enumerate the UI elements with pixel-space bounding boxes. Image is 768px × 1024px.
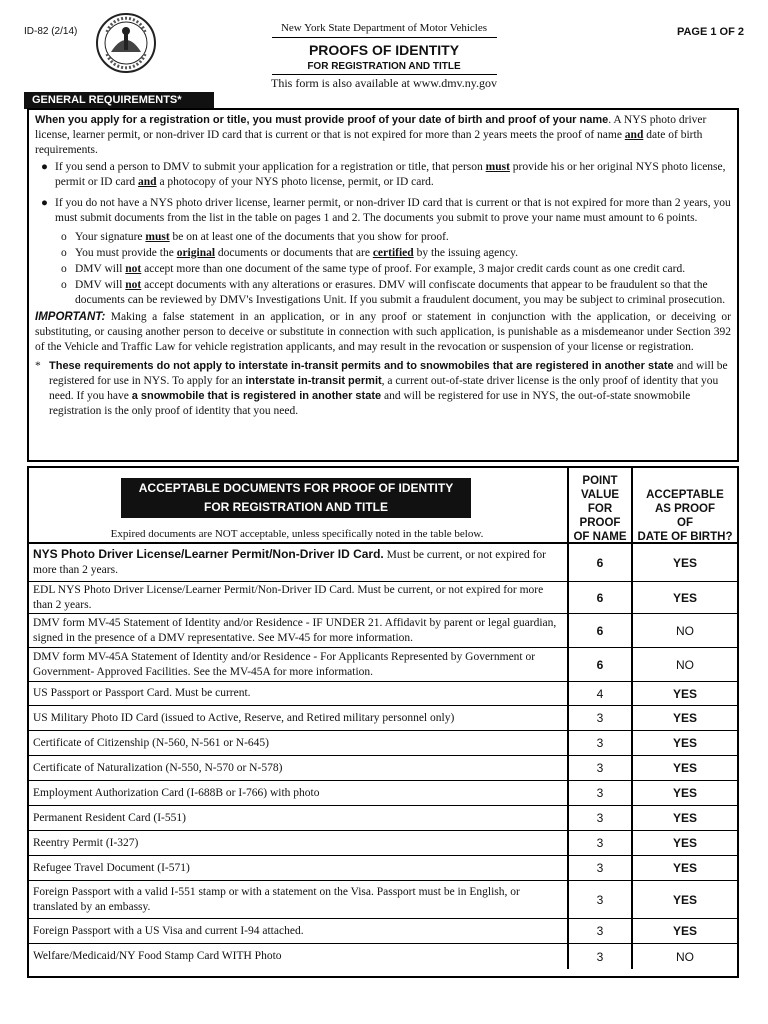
sub-item: o Your signature must be on at least one of the documents that you show for proof.: [61, 231, 449, 243]
bullet-item: ● If you send a person to DMV to submit your application for a registration or title, that person must provide his or her original NYS photo license, permit or ID card and a photocopy of your NYS photo license, permit, or ID card.: [41, 161, 726, 188]
page-number: PAGE 1 OF 2: [676, 26, 744, 38]
document-cell: Permanent Resident Card (I-551): [33, 811, 186, 824]
web-note: This form is also available at www.dmv.ny.gov: [271, 76, 497, 90]
document-cell: NYS Photo Driver License/Learner Permit/Non-Driver ID Card. Must be current, or not expired for more than 2 years.: [33, 547, 546, 576]
bullet-icon: ●: [41, 161, 48, 173]
dob-cell: YES: [631, 781, 737, 805]
points-cell: 6: [567, 544, 631, 581]
table-row: [29, 756, 737, 781]
dob-cell: YES: [631, 731, 737, 755]
dob-cell: YES: [631, 756, 737, 780]
dob-column-header: ACCEPTABLE AS PROOF OF DATE OF BIRTH?: [631, 468, 737, 542]
document-cell: Foreign Passport with a valid I-551 stamp or with a statement on the Visa. Passport must be in English, or translated by an embassy.: [33, 885, 520, 913]
table-row: [29, 682, 737, 706]
points-cell: 6: [567, 614, 631, 647]
table-body: [29, 544, 737, 969]
document-cell: Certificate of Naturalization (N-550, N-570 or N-578): [33, 761, 283, 774]
document-cell: EDL NYS Photo Driver License/Learner Permit/Non-Driver ID Card. Must be current, or not expired for more than 2 years.: [33, 583, 544, 611]
document-cell: DMV form MV-45 Statement of Identity and/or Residence - IF UNDER 21. Affidavit by parent or legal guardian, signed in the presence of a DMV representative. See MV-45 for more information.: [33, 616, 557, 644]
document-cell: Certificate of Citizenship (N-560, N-561 or N-645): [33, 736, 270, 749]
points-cell: 3: [567, 881, 631, 918]
table-row: [29, 731, 737, 756]
table-row: [29, 582, 737, 614]
table-row: [29, 944, 737, 969]
dob-cell: YES: [631, 806, 737, 830]
agency-divider: [272, 37, 497, 38]
dob-cell: YES: [631, 831, 737, 855]
sub-item: o You must provide the original documents or documents that are certified by the issuing agency.: [61, 247, 519, 259]
dob-cell: YES: [631, 919, 737, 943]
points-cell: 3: [567, 781, 631, 805]
points-cell: 3: [567, 944, 631, 969]
table-heading: ACCEPTABLE DOCUMENTS FOR PROOF OF IDENTITY FOR REGISTRATION AND TITLE: [121, 478, 471, 518]
table-row: [29, 919, 737, 944]
points-column-header: POINT VALUE FOR PROOF OF NAME: [567, 468, 631, 542]
document-cell: Employment Authorization Card (I-688B or I-766) with photo: [33, 786, 320, 799]
form-id: ID-82 (2/14): [24, 26, 78, 37]
table-row: [29, 648, 737, 682]
dob-cell: NO: [631, 648, 737, 681]
dob-cell: YES: [631, 706, 737, 730]
points-cell: 3: [567, 856, 631, 880]
document-cell: Reentry Permit (I-327): [33, 836, 139, 849]
circle-bullet-icon: o: [61, 279, 67, 291]
dob-cell: YES: [631, 682, 737, 705]
points-cell: 4: [567, 682, 631, 705]
dob-cell: YES: [631, 544, 737, 581]
document-cell: Welfare/Medicaid/NY Food Stamp Card WITH Photo: [33, 950, 282, 962]
document-cell: Refugee Travel Document (I-571): [33, 861, 190, 874]
points-cell: 6: [567, 648, 631, 681]
circle-bullet-icon: o: [61, 247, 67, 259]
dob-cell: YES: [631, 881, 737, 918]
table-row: [29, 806, 737, 831]
table-row: [29, 881, 737, 919]
general-requirements-box: [27, 108, 739, 462]
points-cell: 3: [567, 919, 631, 943]
dob-cell: NO: [631, 944, 737, 969]
dob-cell: YES: [631, 856, 737, 880]
footnote-paragraph: * These requirements do not apply to interstate in-transit permits and to snowmobiles that are registered in another state and will be registered for use in NYS. To apply for an interstate in-transit permit, a current out-of-state driver license is the only proof of identity that you need. If you have a snowmobile that is registered in another state and will be registered for use in NYS, the out-of-state snowmobile registration is the only proof of identity that you need.: [35, 360, 728, 417]
points-cell: 3: [567, 831, 631, 855]
circle-bullet-icon: o: [61, 231, 67, 243]
points-cell: 3: [567, 806, 631, 830]
table-row: [29, 706, 737, 731]
points-cell: 3: [567, 756, 631, 780]
circle-bullet-icon: o: [61, 263, 67, 275]
document-cell: US Military Photo ID Card (issued to Active, Reserve, and Retired military personnel only): [33, 711, 455, 724]
subtitle-divider: [272, 74, 497, 75]
document-cell: US Passport or Passport Card. Must be current.: [33, 687, 251, 699]
sub-item: o DMV will not accept more than one document of the same type of proof. For example, 3 major credit cards count as one credit card.: [61, 263, 686, 275]
document-cell: DMV form MV-45A Statement of Identity and/or Residence - For Applicants Represented by Government or Government- Approved Facilities. See the MV-45A for more information.: [33, 650, 536, 678]
dob-cell: NO: [631, 614, 737, 647]
points-cell: 3: [567, 731, 631, 755]
sub-item: o DMV will not accept documents with any alterations or erasures. DMV will confiscate documents that appear to be fraudulent so that the documents can be reviewed by DMV's Investigations Unit. If you submit a fraudulent document, you may be subject to criminal prosecution.: [61, 279, 726, 306]
table-row: [29, 544, 737, 582]
document-cell: Foreign Passport with a US Visa and current I-94 attached.: [33, 924, 304, 937]
table-header: [29, 468, 737, 544]
page-title: PROOFS OF IDENTITY: [308, 42, 460, 58]
bullet-item: ● If you do not have a NYS photo driver license, learner permit, or non-driver ID card that is current or that is not expired for more than 2 years, you must submit documents from the list in the table on pages 1 and 2. The documents you submit to prove your name must amount to 6 points.: [41, 197, 731, 224]
agency-name: New York State Department of Motor Vehicles: [280, 22, 487, 34]
page-subtitle: FOR REGISTRATION AND TITLE: [307, 61, 461, 72]
important-paragraph: IMPORTANT: Making a false statement in an application, or in any proof or statement in conjunction with the application, or deceiving or substituting, or causing another person to deceive or substitute in connection with such application, is punishable as a misdemeanor under Section 392 of the Vehicle and Traffic Law for vehicle registration applicants, and may result in the revocation or suspension of your license or registration.: [35, 311, 731, 353]
dob-cell: YES: [631, 582, 737, 613]
table-row: [29, 614, 737, 648]
general-requirements-heading: GENERAL REQUIREMENTS*: [24, 92, 214, 109]
table-row: [29, 781, 737, 806]
points-cell: 6: [567, 582, 631, 613]
bullet-icon: ●: [41, 197, 48, 209]
points-cell: 3: [567, 706, 631, 730]
asterisk-mark: *: [35, 360, 41, 372]
documents-table: [27, 466, 739, 978]
table-row: [29, 856, 737, 881]
expired-note: Expired documents are NOT acceptable, unless specifically noted in the table below.: [110, 528, 484, 540]
intro-paragraph: When you apply for a registration or title, you must provide proof of your date of birth and proof of your name. A NYS photo driver license, learner permit, or non-driver ID card that is current or that is not expired for more than 2 years meets the proof of name and date of birth requirements.: [35, 114, 707, 156]
table-row: [29, 831, 737, 856]
